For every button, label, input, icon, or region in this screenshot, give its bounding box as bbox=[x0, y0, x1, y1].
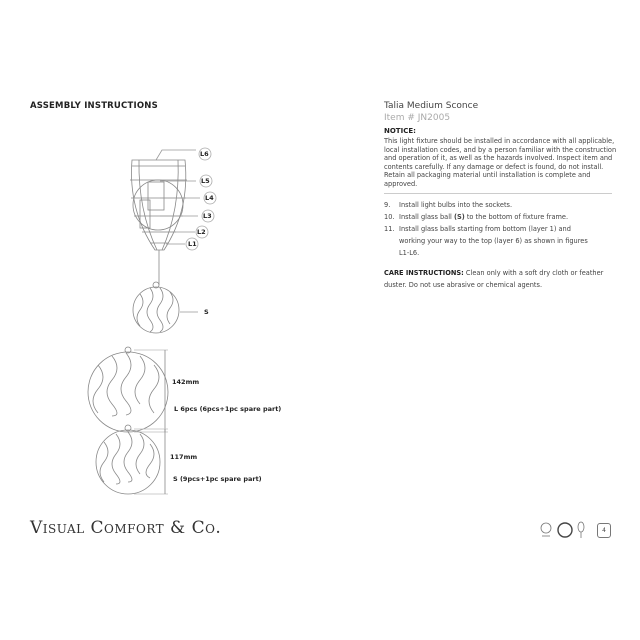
care-instructions bbox=[384, 267, 624, 291]
large-ball-dimension: 142mm bbox=[172, 378, 200, 386]
step bbox=[384, 199, 614, 211]
care-title: CARE INSTRUCTIONS: bbox=[384, 269, 464, 277]
brand-logo: Visual Comfort & Co. bbox=[30, 518, 222, 538]
step-number: 11. bbox=[384, 225, 395, 233]
bulb-icon bbox=[578, 522, 584, 538]
item-number: Item # JN2005 bbox=[384, 113, 451, 123]
notice-text: This light fixture should be installed in accordance with all applicable, local installation codes, and by a person familiar with the construction and operation of it, as well as the hazards involved. Inspect item and contents carefully. If any damage or defect is found, do not install. Retain all packaging material until installation is complete and approved. bbox=[384, 137, 617, 188]
assembly-diagram bbox=[0, 0, 380, 500]
small-ball-dimension: 117mm bbox=[170, 453, 198, 461]
ball-s bbox=[133, 282, 179, 333]
large-ball-label: L 6pcs (6pcs+1pc spare part) bbox=[174, 405, 282, 413]
steps-list bbox=[384, 199, 614, 259]
step bbox=[384, 211, 614, 223]
step-text: Install glass ball bbox=[399, 213, 454, 221]
ball-small bbox=[96, 425, 168, 494]
step-text: Install glass balls starting from bottom (layer 1) and working your way to the top (layer 6) as shown in figures L1-L6. bbox=[399, 225, 588, 257]
step-number: 9. bbox=[384, 201, 391, 209]
ball-large bbox=[88, 347, 168, 432]
ul-listed-icon bbox=[541, 523, 551, 536]
care-text: Clean only with a soft dry cloth or feather duster. Do not use abrasive or chemical agents. bbox=[384, 269, 604, 289]
step bbox=[384, 223, 614, 259]
callout-l4: L4 bbox=[205, 194, 214, 202]
callout-s: S bbox=[204, 308, 209, 316]
notice-title: NOTICE: bbox=[384, 127, 416, 135]
product-name: Talia Medium Sconce bbox=[384, 101, 479, 111]
small-ball-label: S (9pcs+1pc spare part) bbox=[173, 475, 262, 483]
step-text: to the bottom of fixture frame. bbox=[464, 213, 569, 221]
step-bold: (S) bbox=[453, 213, 465, 221]
step-number: 10. bbox=[384, 213, 395, 221]
page-number: 4 bbox=[597, 523, 611, 538]
step-text: Install light bulbs into the sockets. bbox=[399, 201, 513, 209]
callout-l2: L2 bbox=[197, 228, 206, 236]
damp-rated-icon bbox=[558, 523, 572, 537]
assembly-heading: ASSEMBLY INSTRUCTIONS bbox=[30, 101, 158, 111]
callout-l1: L1 bbox=[188, 240, 197, 248]
callout-l3: L3 bbox=[203, 212, 212, 220]
callout-l6: L6 bbox=[200, 150, 209, 158]
fixture-frame bbox=[130, 160, 187, 285]
callout-l5: L5 bbox=[201, 177, 210, 185]
divider bbox=[384, 193, 612, 194]
